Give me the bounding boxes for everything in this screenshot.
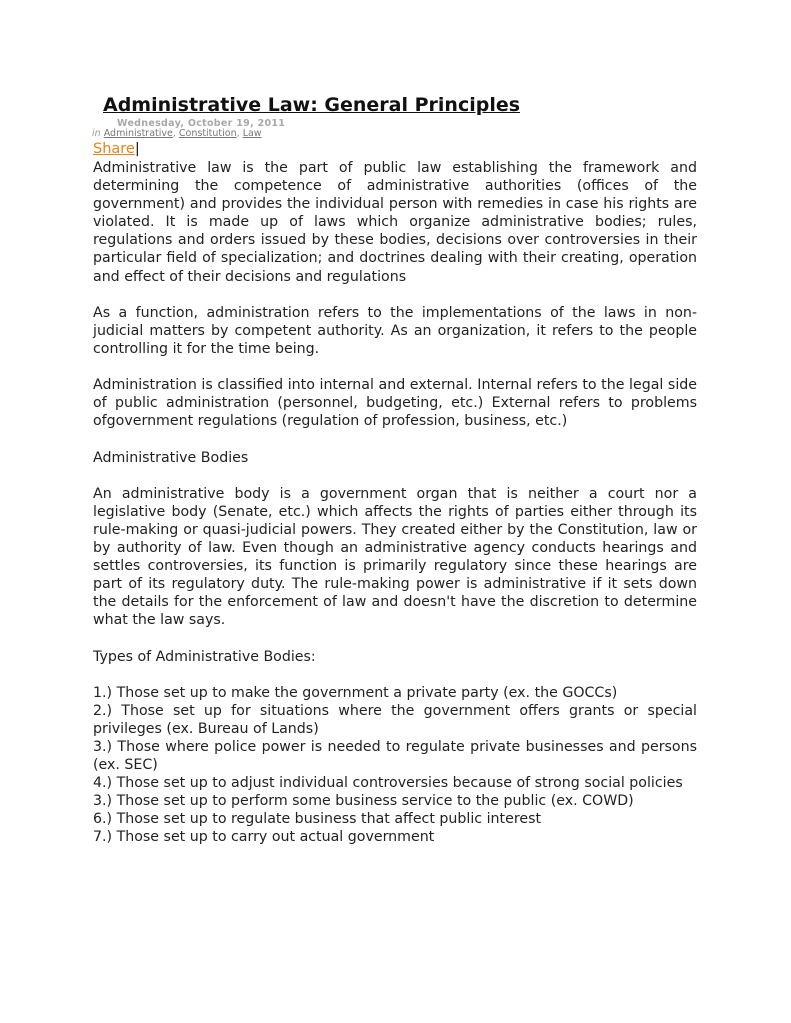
- paragraph-definition: Administrative law is the part of public law establishing the framework and determining the competence of administrative authorities (offices of the government) and provides the individual person with remedies in case his rights are violated. It is made up of laws which organize administrative bodies; rules, regulations and orders issued by these bodies, decisions over controversies in their particular field of specialization; and doctrines dealing with their creating, operation and effect of their decisions and regulations: [93, 160, 697, 285]
- paragraph-function: As a function, administration refers to the implementations of the laws in non-judicial matters by competent authority. As an organization, it refers to the people controlling it for the time being.: [93, 304, 697, 357]
- section-heading-types: Types of Administrative Bodies:: [93, 648, 316, 665]
- list-item: 3.) Those where police power is needed to regulate private businesses and persons (ex. SEC): [93, 739, 697, 774]
- post-body: [93, 159, 697, 847]
- share-link[interactable]: Share: [93, 141, 135, 157]
- list-item: 6.) Those set up to regulate business that affect public interest: [93, 811, 542, 828]
- list-item: 4.) Those set up to adjust individual controversies because of strong social policies: [93, 775, 683, 792]
- list-item: 7.) Those set up to carry out actual government: [93, 829, 435, 846]
- categories-prefix: in: [92, 128, 101, 139]
- list-item: 1.) Those set up to make the government a private party (ex. the GOCCs): [93, 684, 618, 701]
- paragraph-classification: Administration is classified into internal and external. Internal refers to the legal side of public administration (personnel, budgeting, etc.) External refers to problems ofgovernment regulations (regulation of profession, business, etc.): [93, 377, 697, 430]
- section-heading-administrative-bodies: Administrative Bodies: [93, 449, 249, 466]
- paragraph-administrative-body: An administrative body is a government organ that is neither a court nor a legislative body (Senate, etc.) which affects the rights of parties either through its rule-making or quasi-judicial powers. They created either by the Constitution, law or by authority of law. Even though an administrative agency conducts hearings and settles controversies, its function is primarily regulatory since these hearings are part of its regulatory duty. The rule-making power is administrative if it sets down the details for the enforcement of law and doesn't have the discretion to determine what the law says.: [93, 485, 697, 629]
- list-item: 2.) Those set up for situations where the government offers grants or special privileges (ex. Bureau of Lands): [93, 702, 697, 737]
- category-link-constitution[interactable]: Constitution: [178, 128, 237, 139]
- list-item: 3.) Those set up to perform some business service to the public (ex. COWD): [93, 793, 634, 810]
- post-title[interactable]: Administrative Law: General Principles: [103, 94, 521, 116]
- category-link-law[interactable]: Law: [242, 128, 262, 139]
- post-date: Wednesday, October 19, 2011: [117, 118, 286, 129]
- share-separator: |: [134, 141, 140, 157]
- types-list: [93, 684, 697, 847]
- share-bar: [93, 141, 140, 157]
- post-categories: in Administrative, Constitution, Law: [92, 128, 262, 139]
- category-link-administrative[interactable]: Administrative: [103, 128, 173, 139]
